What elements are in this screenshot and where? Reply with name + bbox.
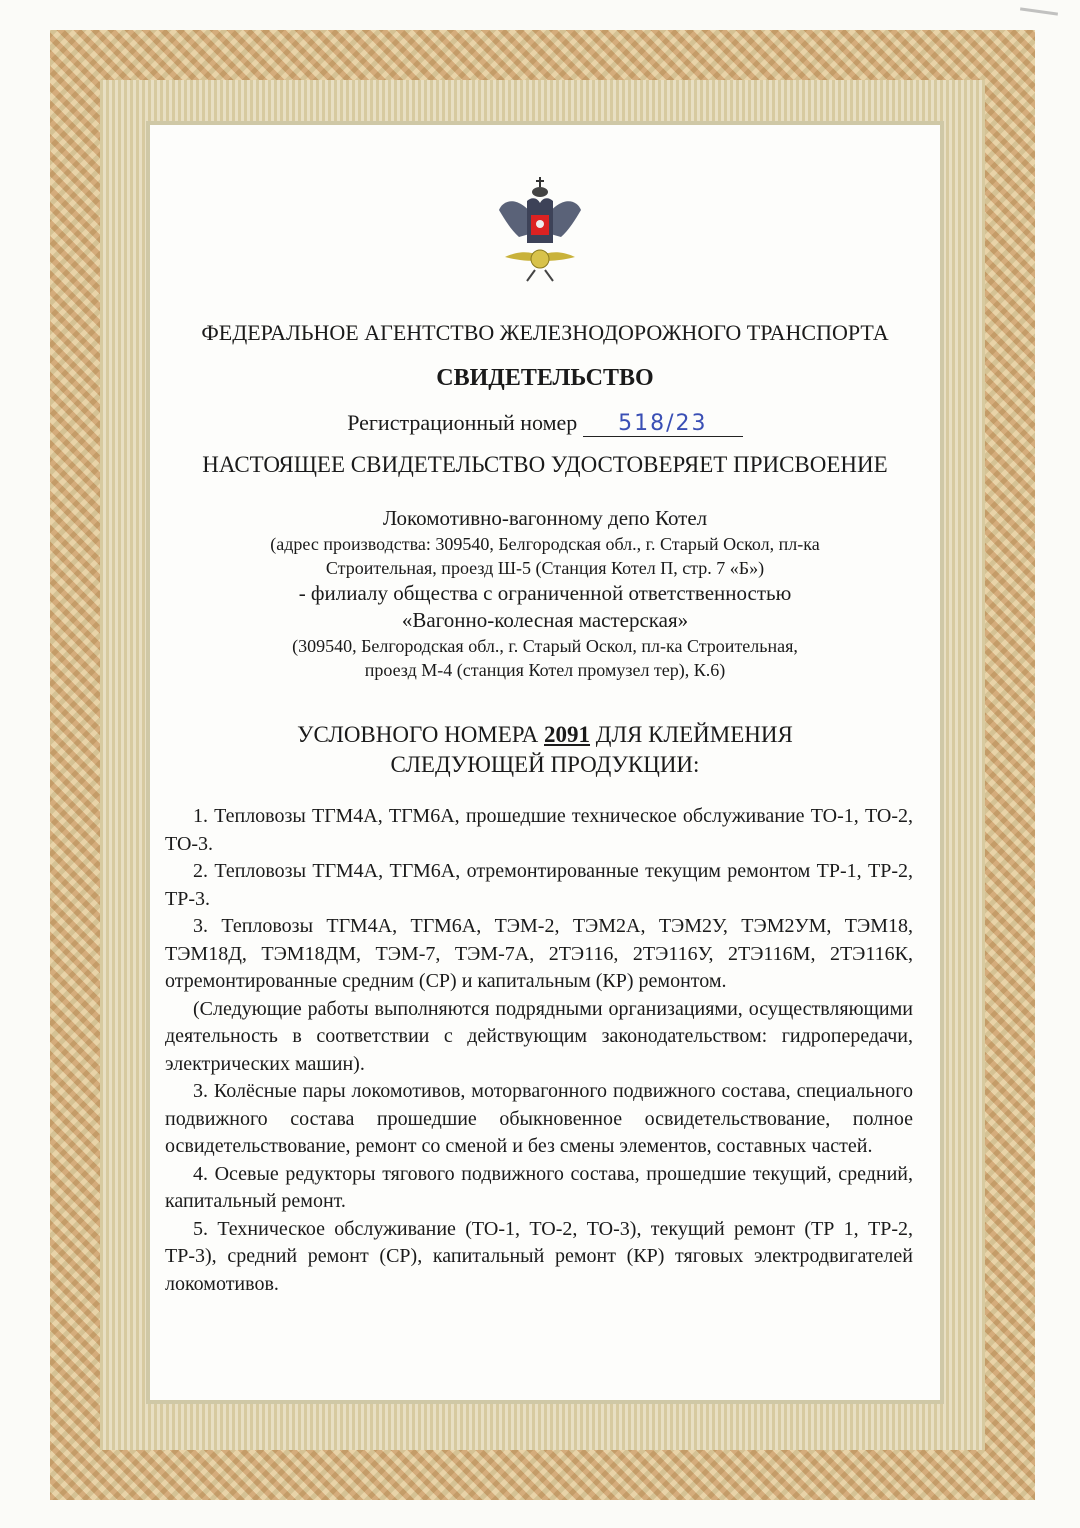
conditional-number-heading <box>150 720 940 780</box>
entity-address-line-1: (адрес производства: 309540, Белгородская обл., г. Старый Оскол, пл-ка <box>270 534 820 554</box>
entity-branch-line-2: «Вагонно-колесная мастерская» <box>401 608 689 632</box>
registration-number-line <box>150 410 940 437</box>
list-item: 5. Техническое обслуживание (ТО-1, ТО-2, ТО-3), текущий ремонт (ТР 1, ТР-2, ТР-3), средний ремонт (СР), капитальный ремонт (КР) тяговых электродвигателей локомотивов. <box>165 1217 913 1295</box>
condition-suffix: ДЛЯ КЛЕЙМЕНИЯ <box>590 722 793 747</box>
registration-number-label: Регистрационный номер <box>347 410 578 435</box>
list-item: 1. Тепловозы ТГМ4А, ТГМ6А, прошедшие техническое обслуживание ТО-1, ТО-2, ТО-3. <box>165 805 913 855</box>
registration-number: 518/23 <box>583 411 743 437</box>
railway-eagle-emblem-icon <box>497 175 583 285</box>
entity-branch-line-1: - филиалу общества с ограниченной ответственностью <box>298 581 792 605</box>
entity-address-line-3: (309540, Белгородская обл., г. Старый Оскол, пл-ка Строительная, <box>292 636 798 656</box>
list-item: 3. Тепловозы ТГМ4А, ТГМ6А, ТЭМ-2, ТЭМ2А, ТЭМ2У, ТЭМ2УМ, ТЭМ18, ТЭМ18Д, ТЭМ18ДМ, ТЭМ-7, ТЭМ-7А, 2ТЭ116, 2ТЭ116У, 2ТЭ116М, 2ТЭ116К, отремонтированные средним (СР) и капитальным (КР) ремонтом. <box>165 915 913 992</box>
entity-address-line-2: Строительная, проезд Ш-5 (Станция Котел П, стр. 7 «Б») <box>325 558 765 578</box>
agency-name: ФЕДЕРАЛЬНОЕ АГЕНТСТВО ЖЕЛЕЗНОДОРОЖНОГО ТРАНСПОРТА <box>201 320 889 345</box>
product-list <box>165 803 913 1298</box>
scan-mark <box>1020 7 1058 15</box>
list-item: 4. Осевые редукторы тягового подвижного состава, прошедшие текущий, средний, капитальный ремонт. <box>165 1162 913 1212</box>
condition-line-2: СЛЕДУЮЩЕЙ ПРОДУКЦИИ: <box>390 752 700 777</box>
list-note: (Следующие работы выполняются подрядными организациями, осуществляющими деятельность в соответствии с действующим законодательством: гидропередачи, электрических машин). <box>165 997 913 1075</box>
entity-name: Локомотивно-вагонному депо Котел <box>382 506 708 530</box>
certificate-statement: НАСТОЯЩЕЕ СВИДЕТЕЛЬСТВО УДОСТОВЕРЯЕТ ПРИСВОЕНИЕ <box>202 452 888 477</box>
list-item: 3. Колёсные пары локомотивов, моторвагонного подвижного состава, специального подвижного состава прошедшие обыкновенное освидетельствование, полное освидетельствование, ремонт со сменой и без смены элементов, составных частей. <box>165 1080 913 1157</box>
entity-address-line-4: проезд М-4 (станция Котел промузел тер), К.6) <box>364 660 726 680</box>
conditional-number: 2091 <box>544 722 591 747</box>
entity-block <box>150 505 940 682</box>
condition-prefix: УСЛОВНОГО НОМЕРА <box>297 722 545 747</box>
list-item: 2. Тепловозы ТГМ4А, ТГМ6А, отремонтированные текущим ремонтом ТР-1, ТР-2, ТР-3. <box>165 860 913 910</box>
document-title: СВИДЕТЕЛЬСТВО <box>436 365 654 391</box>
